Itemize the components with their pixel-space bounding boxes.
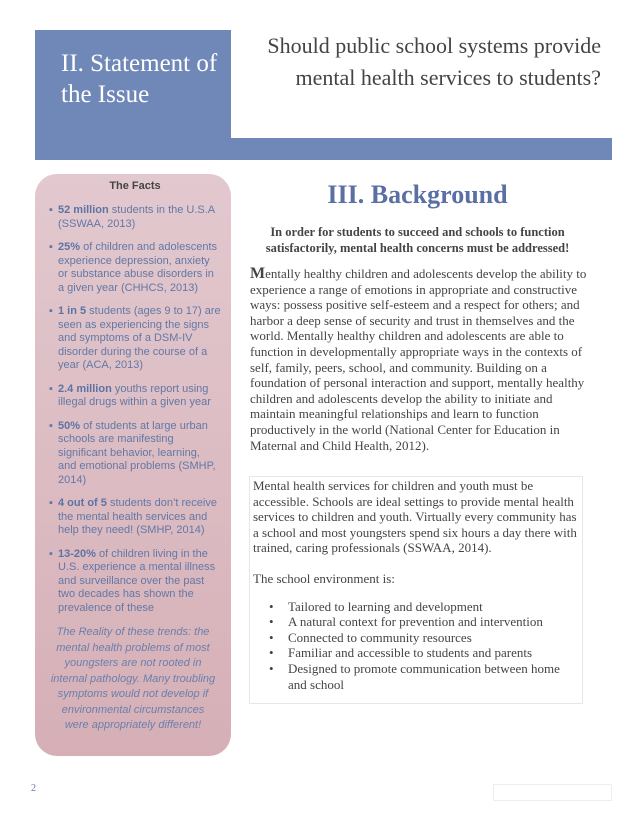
bullet-icon: • [269,614,274,630]
services-paragraph: Mental health services for children and youth must be accessible. Schools are ideal settings to provide mental health services to children and youth. Virtually every community has a school and most youngsters spend six hours a day there with trained, caring professionals (SSWAA, 2014). [253,478,577,556]
facts-heading: The Facts [109,180,161,192]
environment-intro: The school environment is: [253,570,395,586]
bullet-icon: • [269,645,274,661]
square-bullet-icon: ▪ [49,382,53,395]
section-title: II. Statement of the Issue [61,50,218,108]
background-paragraph: Mentally healthy children and adolescents develop the ability to experience a range of emotions in appropriate and constructive ways: possess positive self-esteem and a respect for others; and harbor a deep sense of security and trust in themselves and the world. Mentally healthy children and adolescents are able to function in developmentally appropriate ways in the contexts of self, family, peers, school, and community. Building on a foundation of personal interaction and support, mentally healthy children and adolescents develop the ability to initiate and maintain meaningful relationships and learn to function productively in the world (National Center for Education in Maternal and Child Health, 2012). [250,265,587,453]
square-bullet-icon: ▪ [49,241,53,253]
footer-box [493,784,612,801]
square-bullet-icon: ▪ [49,547,53,560]
environment-item: • Designed to promote communication between home and school [269,660,560,692]
facts-list [49,204,221,615]
environment-list [253,599,578,693]
bullet-icon: • [269,629,274,645]
reality-note: The Reality of these trends: the mental health problems of most youngsters are not rooted in internal pathology. Many troubling symptoms would not develop if environmental circumstances were appropriately different! [50,626,216,731]
services-box [249,476,583,704]
header-accent-bar [231,138,612,160]
drop-cap: M [250,265,266,282]
environment-item: • Familiar and accessible to students and parents [269,645,533,661]
square-bullet-icon: ▪ [49,497,53,509]
environment-item: • Connected to community resources [269,629,472,645]
square-bullet-icon: ▪ [49,305,53,317]
background-title: III. Background [327,180,508,209]
fact-item: ▪ 4 out of 5 students don’t receive the mental health services and help they need! (SMHP, 2014) [49,497,217,536]
square-bullet-icon: ▪ [49,204,53,216]
fact-item: ▪ 25% of children and adolescents experience depression, anxiety or substance abuse disorders in a given year (CHHCS, 2013) [49,241,218,294]
background-subtitle: In order for students to succeed and schools to function satisfactorily, mental health concerns must be addressed! [265,225,570,255]
fact-item: ▪ 2.4 million youths report using illegal drugs within a given year [49,382,211,408]
page-number: 2 [31,783,36,794]
environment-item: • A natural context for prevention and intervention [269,614,543,630]
section-header-box [35,30,231,160]
square-bullet-icon: ▪ [49,419,53,432]
facts-sidebar [35,174,231,756]
environment-item: • Tailored to learning and development [269,598,483,614]
bullet-icon: • [269,660,274,676]
bullet-icon: • [269,598,274,614]
fact-item: ▪ 13-20% of children living in the U.S. experience a mental illness and surveillance over the past two decades has shown the prevalence of these [49,547,216,614]
fact-item: ▪ 50% of students at large urban schools are manifesting significant behavior, learning, and emotional problems (SMHP, 2014) [49,419,216,486]
fact-item: ▪ 52 million students in the U.S.A (SSWAA, 2013) [49,204,215,230]
issue-question: Should public school systems provide mental health services to students? [267,33,601,90]
fact-item: ▪ 1 in 5 students (ages 9 to 17) are seen as experiencing the signs and symptoms of a DSM-IV disorder during the course of a year (ACA, 2013) [49,305,221,371]
